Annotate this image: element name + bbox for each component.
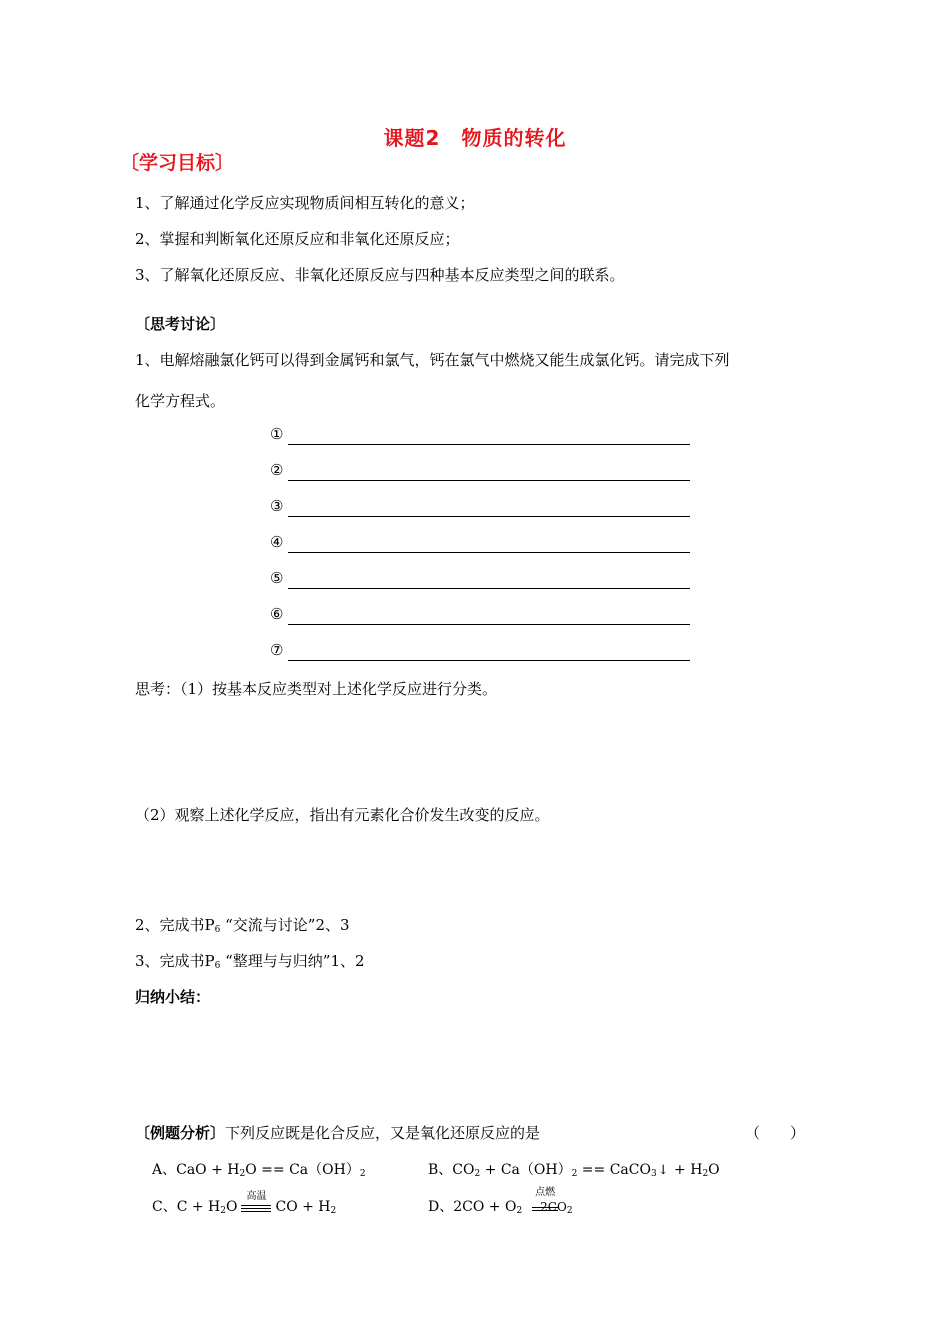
task-3-prefix: 3、完成书P xyxy=(135,952,215,970)
option-a[interactable] xyxy=(152,1159,366,1179)
blank-line xyxy=(288,552,690,553)
example-question-text: 下列反应既是化合反应，又是氧化还原反应的是 xyxy=(225,1124,541,1142)
option-c[interactable] xyxy=(152,1191,337,1216)
option-b-text: == CaCO xyxy=(577,1162,651,1178)
precipitate-arrow-icon: ↓ xyxy=(657,1163,669,1178)
subscript: 2 xyxy=(474,1169,481,1179)
option-b-text: B、CO xyxy=(428,1162,475,1178)
task-2 xyxy=(135,914,350,935)
triple-equals-icon xyxy=(241,1205,271,1209)
subscript: 2 xyxy=(516,1206,523,1216)
blank-line xyxy=(288,480,690,481)
option-b[interactable] xyxy=(428,1159,720,1179)
objective-item-3: 3、了解氧化还原反应、非氧化还原反应与四种基本反应类型之间的联系。 xyxy=(135,266,625,284)
subscript: 2 xyxy=(566,1206,573,1216)
think-question-2: （2）观察上述化学反应，指出有元素化合价发生改变的反应。 xyxy=(135,806,550,824)
subscript: 2 xyxy=(220,1206,226,1216)
blank-number: ① xyxy=(270,425,284,443)
condition-label: 高温 xyxy=(246,1191,267,1202)
example-question xyxy=(135,1122,540,1143)
answer-blank-1[interactable] xyxy=(270,425,690,447)
task-3 xyxy=(135,950,365,971)
equals-line xyxy=(532,1207,558,1208)
blank-line xyxy=(288,588,690,589)
task-3-subscript: 6 xyxy=(214,961,221,971)
task-2-prefix: 2、完成书P xyxy=(135,916,215,934)
task-2-rest: “交流与讨论”2、3 xyxy=(220,916,350,934)
objective-item-2: 2、掌握和判断氧化还原反应和非氧化还原反应； xyxy=(135,230,460,248)
answer-blank-4[interactable] xyxy=(270,533,690,555)
blank-line xyxy=(288,624,690,625)
think-question-1: 思考：（1）按基本反应类型对上述化学反应进行分类。 xyxy=(135,680,498,698)
blank-number: ④ xyxy=(270,533,284,551)
option-b-text: + Ca（OH） xyxy=(480,1162,572,1178)
condition-label: 点燃 xyxy=(535,1187,556,1198)
question-1-line-1: 1、电解熔融氯化钙可以得到金属钙和氯气，钙在氯气中燃烧又能生成氯化钙。请完成下列 xyxy=(135,351,730,369)
answer-blank-5[interactable] xyxy=(270,569,690,591)
equals-line xyxy=(532,1210,558,1211)
answer-blank-6[interactable] xyxy=(270,605,690,627)
subscript: 2 xyxy=(239,1169,246,1179)
blank-number: ⑤ xyxy=(270,569,284,587)
reaction-condition xyxy=(241,1191,271,1215)
option-c-text: CO + H xyxy=(275,1199,331,1215)
option-c-text: O xyxy=(226,1199,238,1215)
objectives-heading: 〔学习目标〕 xyxy=(120,152,235,174)
blank-line xyxy=(288,516,690,517)
blank-line xyxy=(288,660,690,661)
answer-blank-7[interactable] xyxy=(270,641,690,663)
subscript: 2 xyxy=(702,1169,709,1179)
answer-parenthesis[interactable]: （ ） xyxy=(745,1124,806,1142)
triple-equals-line xyxy=(241,1211,271,1212)
subscript: 2 xyxy=(359,1169,366,1179)
objective-item-1: 1、了解通过化学反应实现物质间相互转化的意义； xyxy=(135,194,475,212)
subscript: 3 xyxy=(650,1169,657,1179)
example-heading: 〔例题分析〕 xyxy=(135,1124,226,1142)
option-d-text: D、2CO + O xyxy=(428,1199,517,1215)
blank-number: ② xyxy=(270,461,284,479)
task-3-rest: “整理与与归纳”1、2 xyxy=(220,952,365,970)
option-d[interactable] xyxy=(428,1187,573,1216)
option-d-text: 2CO xyxy=(540,1200,567,1214)
subscript: 2 xyxy=(571,1169,578,1179)
summary-heading: 归纳小结： xyxy=(135,988,211,1006)
discussion-heading: 〔思考讨论〕 xyxy=(135,315,226,333)
answer-blank-3[interactable] xyxy=(270,497,690,519)
answer-blank-2[interactable] xyxy=(270,461,690,483)
option-c-text: C、C + H xyxy=(152,1199,221,1215)
option-a-text: A、CaO + H xyxy=(152,1162,240,1178)
blank-number: ③ xyxy=(270,497,284,515)
blank-line xyxy=(288,444,690,445)
subscript: 2 xyxy=(330,1206,337,1216)
blank-number: ⑥ xyxy=(270,605,284,623)
page-title: 课题2 物质的转化 xyxy=(383,126,567,150)
option-b-text: + H xyxy=(669,1162,703,1178)
option-a-text: O == Ca（OH） xyxy=(245,1162,360,1178)
option-b-text: O xyxy=(708,1162,720,1178)
reaction-condition xyxy=(532,1187,558,1215)
question-1-line-2: 化学方程式。 xyxy=(135,392,226,410)
task-2-subscript: 6 xyxy=(214,925,221,935)
blank-number: ⑦ xyxy=(270,641,284,659)
